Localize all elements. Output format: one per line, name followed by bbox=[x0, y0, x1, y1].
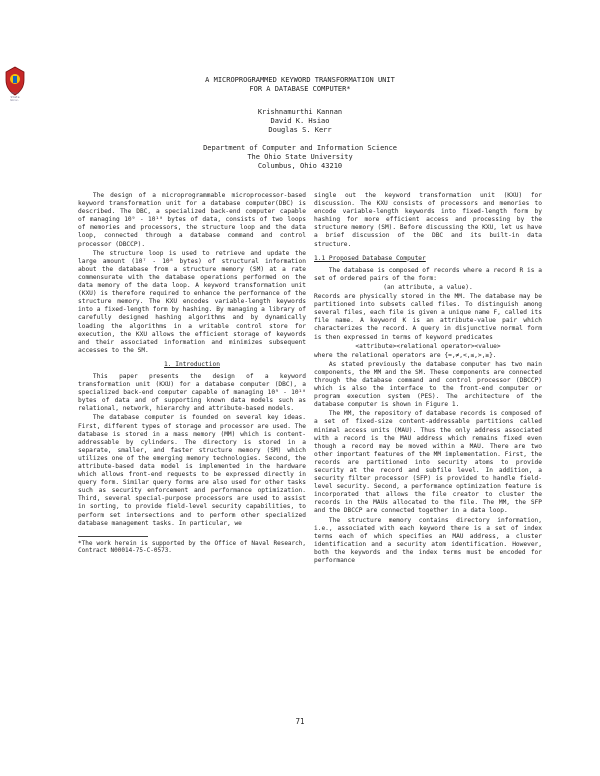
seal-caption-line: Ohio bbox=[11, 91, 19, 95]
section-heading bbox=[314, 255, 542, 263]
body-paragraph: where the relational operators are {=,≠,<,≤,>,≥}. bbox=[314, 351, 497, 359]
intro-paragraph: The database computer is founded on several key ideas. First, different types of storage and processor are used. The database is stored in a mass memory (MM) which is content-addressable by cylinders. The directory is stored in a separate, smaller, and faster structure memory (SM) which utilizes one of the emerging memory technologies. Second, the attribute-based data model is implemented in the hardware which allows front-end requests to be expressed directly in query form. Similar query forms are also used for other tasks such as security enforcement and performance optimization. Third, several special-purpose processors are used to assist in sorting, to provide field-level security capabilities, to perform set intersections and to perform other specialized database management tasks. In particular, we bbox=[78, 414, 306, 527]
intro-paragraph: This paper presents the design of a keyword transformation unit (KXU) for a database computer (DBC), a specialized back-end computer capable of managing 10⁹ - 10¹⁰ bytes of data and of supporting known data models such as relational, network, hierarchy and attribute-based models. bbox=[78, 372, 306, 413]
body-paragraph: As stated previously the database computer has two main components, the MM and the SM. These components are connected through the database command and control processor (DBCCP) which is also the interface to the front-end computer or program execution system (PES). The architecture of the database computer is shown in Figure 1. bbox=[314, 360, 542, 409]
right-column bbox=[314, 192, 542, 566]
section-heading-text: 1.1 Proposed Database Computer bbox=[314, 254, 426, 262]
left-column bbox=[78, 192, 306, 556]
intro-heading-text: 1. Introduction bbox=[164, 360, 220, 368]
author-3: Douglas S. Kerr bbox=[268, 126, 332, 134]
department: Department of Computer and Information Science bbox=[203, 144, 397, 152]
intro-heading bbox=[78, 361, 306, 369]
body-paragraph: Records are physically stored in the MM. The database may be partitioned into subsets called files. To distinguish among several files, each file is given a unique name F, called its file name. A keyword K is an attribute-value pair which characterizes the record. A query in disjunctive normal form is then expressed in terms of keyword predicates bbox=[314, 293, 542, 341]
paper-title-line-1: A MICROPROGRAMMED KEYWORD TRANSFORMATION UNIT bbox=[205, 76, 395, 84]
body-paragraph: single out the keyword transformation unit (KXU) for discussion. The KXU consists of processors and memories to encode variable-length keywords into fixed-length form by hashing for more efficient access and processing by the structure memory (SM). Before discussing the KXU, let us have a brief discussion of the DBC and its built-in data structure. bbox=[314, 192, 542, 248]
predicate-form: <attribute><relational operator><value> bbox=[355, 342, 501, 350]
abstract-paragraph: The structure loop is used to retrieve and update the large amount (10⁷ - 10⁸ bytes) of structural information about the database from a structure memory (SM) at a rate commensurate with the database operations performed on the data memory of the data loop. A keyword transformation unit (KXU) is therefore required to enhance the performance of the structure memory. The KXU encodes variable-length keywords into a fixed-length form by hashing. By managing a library of carefully designed hashing algorithms and by dynamically loading the algorithms in a writable control store for execution, the KXU allows the efficient storage of keywords and their associated information and minimizes subsequent accesses to the SM. bbox=[78, 249, 306, 354]
city: Columbus, Ohio 43210 bbox=[257, 162, 343, 170]
author-2: David K. Hsiao bbox=[270, 117, 330, 125]
university: The Ohio State University bbox=[247, 153, 353, 161]
footnote: *The work herein is supported by the Office of Naval Research, Contract N00014-75-C-0573. bbox=[78, 539, 306, 555]
abstract-paragraph: The design of a microprogrammable microprocessor-based keyword transformation unit for a database computer(DBC) is described. The DBC, a specialized back-end computer capable of managing 10⁹ - 10¹⁰ bytes of data, consists of two loops of memories and processors, the structure loop and the data loop, connected through a database command and control processor (DBCCP). bbox=[78, 192, 306, 248]
footnote-rule bbox=[78, 536, 148, 537]
page-number: 71 bbox=[295, 717, 305, 726]
body-paragraph: The database is composed of records where a record R is a set of ordered pairs of the form: bbox=[314, 266, 542, 282]
author-1: Krishnamurthi Kannan bbox=[257, 108, 343, 116]
body-paragraph: The MM, the repository of database records is composed of a set of fixed-size content-addressable partitions called minimal access units (MAU). Thus the only address associated with a record is the MAU address which remains fixed even though a record may be moved within a MAU. There are two other important features of the MM implementation. First, the records are partitioned into security atoms to provide security at the record and subfile level. In addition, a security filter processor (SFP) is provided to handle field-level security. Second, a performance optimization feature is incorporated that allows the file creator to cluster the records in the MAUs allocated to the file. The MM, the SFP and the DBCCP are connected together in a data loop. bbox=[314, 410, 542, 515]
paper-title-line-2: FOR A DATABASE COMPUTER* bbox=[249, 85, 351, 93]
body-paragraph: The structure memory contains directory information, i.e., associated with each keyword there is a set of index terms each of which specifies an MAU address, a cluster identification and a security atom identification. However, both the keywords and the index terms must be encoded for performance bbox=[314, 516, 542, 565]
seal-caption-line: State bbox=[10, 94, 20, 99]
pair-form: (an attribute, a value). bbox=[383, 283, 473, 291]
seal-caption-line: Univ. bbox=[10, 98, 20, 102]
